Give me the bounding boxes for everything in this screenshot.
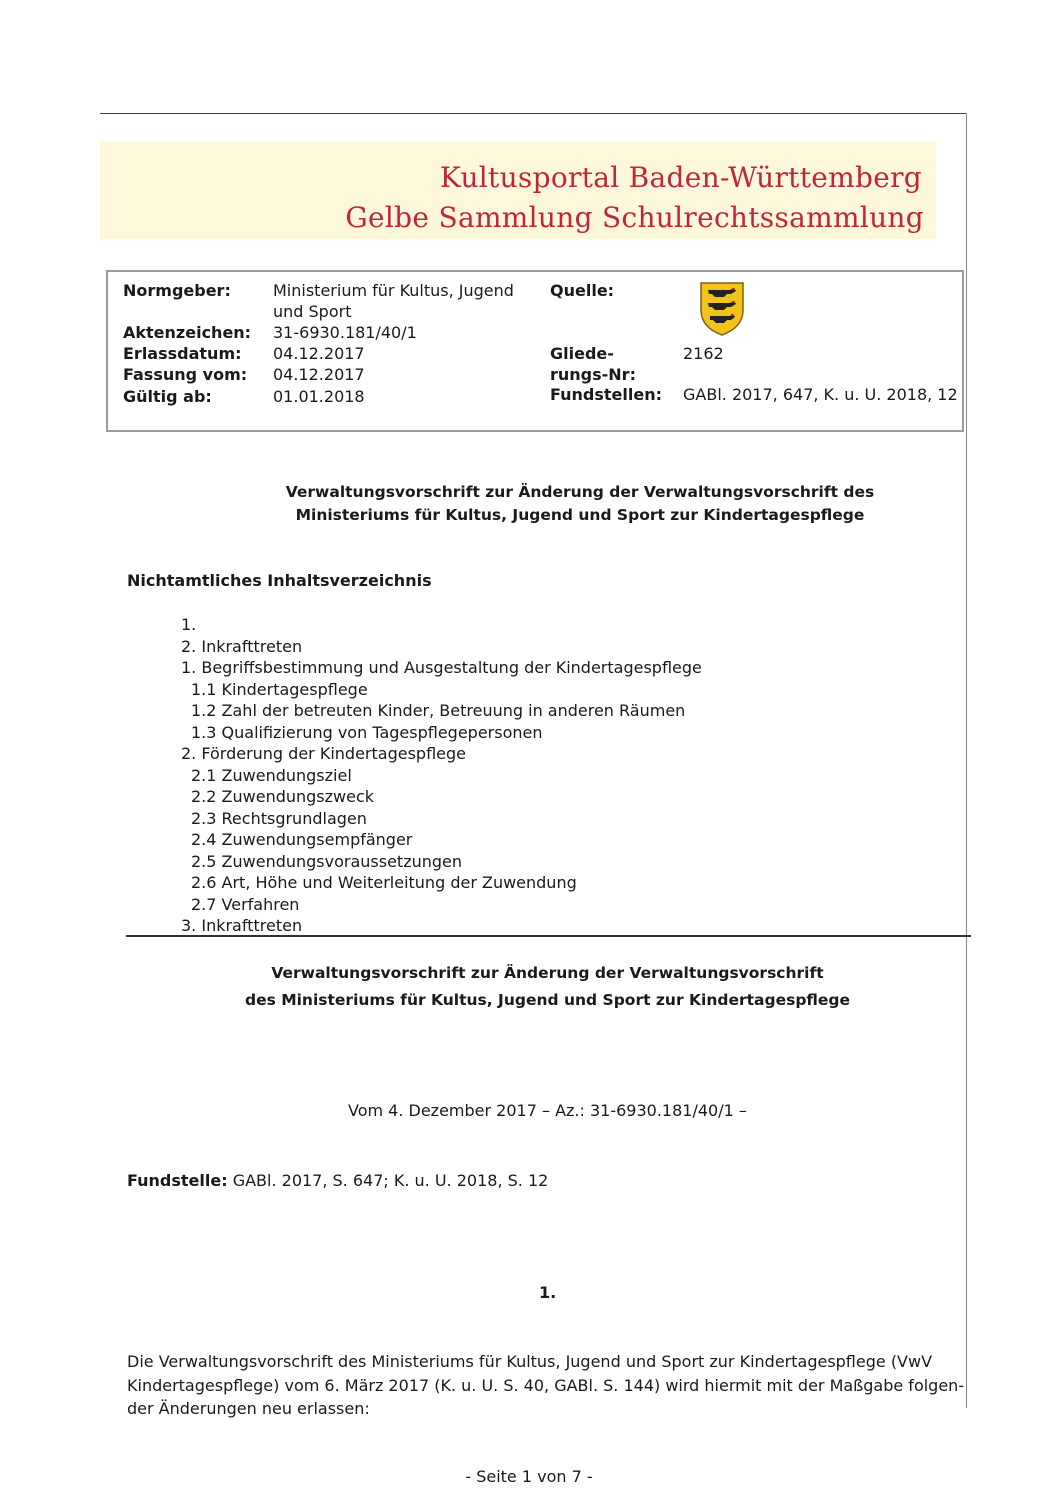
fundstellen-value: GABl. 2017, 647, K. u. U. 2018, 12 bbox=[683, 385, 958, 404]
coat-of-arms-icon bbox=[699, 280, 745, 336]
toc-item[interactable]: 2.2 Zuwendungszweck bbox=[191, 787, 375, 806]
table-of-contents bbox=[181, 614, 702, 937]
toc-item[interactable]: 2. Förderung der Kindertagespflege bbox=[181, 744, 466, 763]
section-number: 1. bbox=[539, 1283, 557, 1302]
gliederung-label-1: Gliede- bbox=[550, 344, 614, 363]
fundstelle-label: Fundstelle: bbox=[127, 1171, 228, 1190]
banner-title: Kultusportal Baden-Württemberg bbox=[439, 161, 922, 194]
metadata-box bbox=[106, 270, 964, 432]
fundstellen-label: Fundstellen: bbox=[550, 385, 662, 404]
normgeber-value-2: und Sport bbox=[273, 302, 352, 321]
aktenzeichen-label: Aktenzeichen: bbox=[123, 323, 252, 342]
page-footer: - Seite 1 von 7 - bbox=[465, 1467, 593, 1486]
body-paragraph bbox=[127, 1350, 967, 1421]
gueltig-label: Gültig ab: bbox=[123, 387, 212, 406]
quelle-label: Quelle: bbox=[550, 281, 615, 300]
date-and-reference: Vom 4. Dezember 2017 – Az.: 31-6930.181/40/1 – bbox=[348, 1101, 747, 1120]
document-title-line-1: Verwaltungsvorschrift zur Änderung der Verwaltungsvorschrift des bbox=[285, 483, 875, 501]
section-divider bbox=[126, 935, 971, 937]
header-banner bbox=[100, 141, 936, 239]
top-rule bbox=[100, 113, 967, 114]
toc-item[interactable]: 1.3 Qualifizierung von Tagespflegepersonen bbox=[191, 722, 543, 742]
regulation-title-line-1: Verwaltungsvorschrift zur Änderung der Verwaltungsvorschrift bbox=[271, 964, 824, 982]
right-margin-rule bbox=[966, 113, 967, 1408]
body-line-3: der Änderungen neu erlassen: bbox=[127, 1399, 370, 1418]
toc-item[interactable]: 2.6 Art, Höhe und Weiterleitung der Zuwendung bbox=[191, 873, 577, 892]
normgeber-value-1: Ministerium für Kultus, Jugend bbox=[273, 281, 514, 300]
fassung-value: 04.12.2017 bbox=[273, 365, 365, 384]
toc-item[interactable]: 1. Begriffsbestimmung und Ausgestaltung der Kindertagespflege bbox=[181, 658, 702, 677]
aktenzeichen-value: 31-6930.181/40/1 bbox=[273, 323, 417, 342]
toc-item[interactable]: 2. Inkrafttreten bbox=[181, 636, 303, 656]
toc-item[interactable]: 1.1 Kindertagespflege bbox=[191, 679, 368, 699]
regulation-title-line-2: des Ministeriums für Kultus, Jugend und Sport zur Kindertagespflege bbox=[244, 991, 851, 1009]
fundstelle-value: GABl. 2017, S. 647; K. u. U. 2018, S. 12 bbox=[227, 1171, 549, 1190]
toc-item[interactable]: 2.7 Verfahren bbox=[191, 894, 300, 914]
erlassdatum-label: Erlassdatum: bbox=[123, 344, 242, 363]
fundstelle bbox=[127, 1171, 548, 1190]
toc-item[interactable]: 2.3 Rechtsgrundlagen bbox=[191, 808, 367, 828]
fassung-label: Fassung vom: bbox=[123, 365, 248, 384]
banner-subtitle: Gelbe Sammlung Schulrechtssammlung bbox=[345, 201, 924, 234]
body-line-2: Kindertagespflege) vom 6. März 2017 (K. u. U. S. 40, GABl. S. 144) wird hiermit mit der Maßgabe folgen- bbox=[127, 1375, 965, 1395]
gliederung-value: 2162 bbox=[683, 344, 724, 363]
erlassdatum-value: 04.12.2017 bbox=[273, 344, 365, 363]
gueltig-value: 01.01.2018 bbox=[273, 387, 365, 406]
toc-item[interactable]: 1. bbox=[181, 615, 197, 634]
toc-item[interactable]: 2.4 Zuwendungsempfänger bbox=[191, 830, 413, 849]
toc-item[interactable]: 2.1 Zuwendungsziel bbox=[191, 765, 352, 785]
gliederung-label-2: rungs-Nr: bbox=[550, 365, 636, 384]
toc-item[interactable]: 1.2 Zahl der betreuten Kinder, Betreuung in anderen Räumen bbox=[191, 701, 686, 720]
toc-item[interactable]: 2.5 Zuwendungsvoraussetzungen bbox=[191, 851, 463, 871]
document-title-line-2: Ministeriums für Kultus, Jugend und Sport zur Kindertagespflege bbox=[295, 506, 865, 524]
toc-heading: Nichtamtliches Inhaltsverzeichnis bbox=[127, 571, 432, 590]
body-line-1: Die Verwaltungsvorschrift des Ministeriums für Kultus, Jugend und Sport zur Kindertagespflege (VwV bbox=[127, 1352, 933, 1371]
normgeber-label: Normgeber: bbox=[123, 281, 231, 300]
toc-item[interactable]: 3. Inkrafttreten bbox=[181, 916, 303, 935]
